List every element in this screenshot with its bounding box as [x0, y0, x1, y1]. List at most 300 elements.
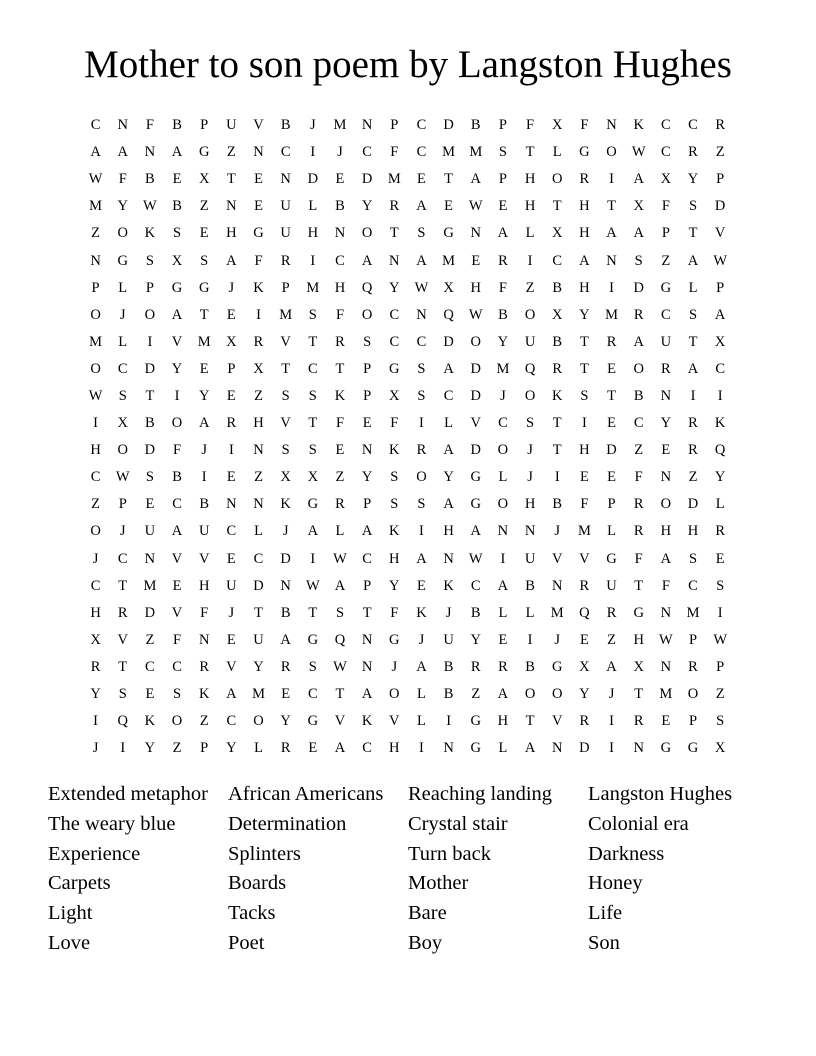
grid-row	[82, 247, 734, 274]
grid-letter: F	[335, 415, 345, 432]
grid-letter: P	[281, 279, 290, 296]
grid-row	[82, 356, 734, 383]
grid-letter: A	[714, 306, 726, 323]
grid-row	[82, 518, 734, 545]
grid-letter: G	[307, 631, 319, 648]
grid-letter: H	[389, 550, 400, 567]
grid-letter: A	[226, 252, 237, 269]
grid-letter: Y	[280, 713, 291, 730]
grid-letter: A	[361, 523, 373, 540]
grid-letter: H	[524, 171, 536, 188]
grid-letter: N	[551, 740, 563, 757]
grid-letter: J	[554, 523, 561, 540]
grid-letter: I	[256, 306, 261, 323]
grid-letter: J	[228, 279, 235, 296]
grid-letter: S	[335, 604, 345, 621]
grid-letter: H	[90, 442, 101, 459]
grid-letter: P	[227, 360, 236, 377]
grid-letter: E	[579, 469, 589, 486]
grid-letter: T	[607, 387, 616, 404]
grid-letter: E	[417, 577, 426, 594]
grid-letter: N	[144, 144, 156, 161]
grid-letter: R	[715, 523, 725, 540]
grid-letter: L	[254, 523, 263, 540]
grid-letter: P	[145, 279, 154, 296]
grid-letter: T	[634, 686, 644, 703]
grid-letter: I	[174, 387, 180, 404]
grid-letter: R	[688, 144, 698, 161]
grid-letter: S	[145, 469, 154, 486]
grid-letter: K	[443, 577, 454, 594]
grid-letter: R	[498, 252, 508, 269]
word-list-item: Determination	[228, 812, 347, 835]
grid-letter: O	[117, 225, 128, 242]
grid-letter: E	[579, 631, 589, 648]
grid-letter: W	[333, 658, 347, 675]
word-list-item: Boy	[408, 931, 443, 954]
grid-row	[82, 708, 734, 735]
grid-letter: X	[551, 306, 563, 323]
grid-letter: N	[280, 171, 291, 188]
grid-letter: T	[308, 333, 318, 350]
grid-letter: E	[254, 198, 263, 215]
grid-letter: B	[443, 658, 454, 675]
grid-letter: P	[716, 279, 725, 296]
grid-letter: R	[280, 740, 291, 757]
grid-letter: E	[172, 171, 182, 188]
grid-letter: G	[470, 469, 481, 486]
grid-letter: I	[717, 604, 723, 621]
word-list-item: Mother	[408, 872, 469, 895]
grid-letter: T	[145, 387, 155, 404]
grid-letter: V	[551, 550, 563, 567]
word-list-item: Poet	[228, 931, 265, 954]
grid-letter: N	[334, 225, 346, 242]
grid-letter: O	[90, 360, 101, 377]
grid-letter: G	[660, 740, 672, 757]
grid-letter: Z	[145, 631, 155, 648]
grid-letter: P	[498, 171, 507, 188]
grid-letter: V	[171, 604, 183, 621]
grid-letter: H	[334, 279, 346, 296]
grid-letter: I	[609, 740, 614, 757]
grid-letter: E	[471, 252, 481, 269]
grid-letter: U	[660, 333, 672, 350]
grid-letter: I	[609, 171, 614, 188]
grid-letter: J	[119, 523, 126, 540]
grid-letter: M	[279, 306, 293, 323]
grid-letter: T	[552, 198, 562, 215]
grid-letter: U	[280, 198, 291, 215]
grid-letter: L	[607, 523, 616, 540]
grid-letter: L	[444, 415, 454, 432]
grid-letter: T	[552, 442, 562, 459]
grid-letter: I	[500, 550, 506, 567]
grid-letter: M	[659, 686, 673, 703]
grid-letter: U	[226, 577, 237, 594]
grid-letter: D	[307, 171, 319, 188]
grid-letter: V	[253, 117, 264, 134]
grid-letter: E	[226, 469, 236, 486]
grid-letter: W	[659, 631, 673, 648]
grid-letter: N	[144, 550, 156, 567]
grid-letter: H	[497, 713, 509, 730]
grid-letter: Z	[199, 713, 209, 730]
grid-letter: C	[362, 144, 372, 161]
grid-letter: I	[419, 415, 424, 432]
grid-letter: A	[171, 523, 183, 540]
grid-letter: V	[714, 225, 726, 242]
grid-letter: N	[443, 550, 454, 567]
grid-letter: N	[660, 604, 672, 621]
grid-letter: B	[145, 171, 155, 188]
grid-letter: A	[633, 171, 644, 188]
grid-letter: L	[525, 604, 535, 621]
grid-letter: M	[252, 686, 265, 703]
grid-letter: S	[498, 144, 507, 161]
grid-letter: N	[117, 117, 128, 134]
grid-letter: N	[253, 496, 264, 513]
grid-letter: H	[579, 225, 590, 242]
grid-letter: H	[579, 198, 590, 215]
grid-letter: A	[470, 523, 481, 540]
grid-letter: U	[524, 333, 536, 350]
grid-letter: Y	[579, 686, 590, 703]
grid-letter: Y	[389, 577, 400, 594]
grid-letter: S	[634, 252, 643, 269]
grid-letter: H	[470, 279, 481, 296]
grid-letter: Y	[714, 469, 726, 486]
grid-letter: F	[580, 496, 589, 513]
grid-letter: U	[280, 225, 291, 242]
grid-letter: C	[443, 387, 454, 404]
grid-letter: Z	[91, 225, 100, 242]
grid-letter: E	[226, 306, 236, 323]
grid-letter: M	[89, 198, 103, 215]
grid-letter: T	[634, 577, 644, 594]
word-list-item: Life	[588, 902, 623, 925]
grid-letter: T	[281, 360, 291, 377]
grid-letter: C	[688, 117, 698, 134]
grid-letter: W	[713, 252, 728, 269]
grid-letter: Z	[661, 252, 671, 269]
grid-row	[82, 166, 734, 193]
grid-letter: O	[470, 333, 481, 350]
grid-letter: F	[390, 415, 399, 432]
grid-row	[82, 546, 734, 573]
grid-letter: G	[307, 496, 319, 513]
grid-letter: A	[579, 252, 590, 269]
word-list-item: Splinters	[228, 842, 301, 865]
grid-letter: J	[119, 306, 126, 323]
grid-letter: F	[173, 631, 182, 648]
grid-letter: M	[442, 144, 456, 161]
grid-letter: S	[417, 387, 426, 404]
grid-letter: J	[391, 658, 398, 675]
grid-letter: A	[90, 144, 101, 161]
grid-letter: N	[606, 252, 617, 269]
grid-letter: A	[606, 658, 617, 675]
grid-letter: C	[362, 740, 372, 757]
grid-letter: P	[607, 496, 616, 513]
grid-letter: L	[417, 713, 426, 730]
grid-letter: T	[444, 171, 454, 188]
grid-letter: I	[527, 252, 533, 269]
grid-letter: Q	[443, 306, 454, 323]
grid-letter: N	[633, 740, 644, 757]
grid-letter: A	[687, 252, 699, 269]
grid-letter: B	[525, 577, 535, 594]
grid-letter: D	[470, 360, 481, 377]
grid-letter: S	[145, 252, 154, 269]
grid-letter: E	[199, 360, 209, 377]
grid-letter: M	[89, 333, 103, 350]
grid-letter: B	[172, 198, 182, 215]
grid-letter: E	[607, 469, 616, 486]
grid-letter: E	[254, 171, 263, 188]
grid-letter: E	[281, 686, 291, 703]
grid-letter: T	[607, 198, 616, 215]
grid-letter: X	[551, 117, 563, 134]
grid-letter: V	[551, 713, 563, 730]
grid-letter: Z	[715, 686, 725, 703]
grid-letter: O	[361, 306, 373, 323]
grid-letter: I	[93, 415, 98, 432]
grid-letter: N	[226, 496, 237, 513]
grid-letter: G	[171, 279, 183, 296]
grid-letter: O	[497, 496, 509, 513]
grid-letter: V	[198, 550, 210, 567]
grid-letter: D	[633, 279, 644, 296]
grid-letter: C	[117, 550, 128, 567]
grid-letter: Z	[525, 279, 535, 296]
grid-letter: L	[715, 496, 725, 513]
grid-letter: D	[443, 333, 454, 350]
grid-letter: R	[688, 442, 698, 459]
page-title: Mother to son poem by Langston Hughes	[84, 43, 732, 86]
grid-letter: C	[90, 117, 101, 134]
grid-letter: A	[687, 360, 699, 377]
grid-letter: Y	[226, 740, 237, 757]
grid-letter: O	[389, 686, 400, 703]
grid-letter: N	[443, 740, 454, 757]
grid-letter: G	[253, 225, 264, 242]
grid-letter: G	[687, 740, 699, 757]
grid-letter: T	[389, 225, 399, 242]
grid-letter: E	[498, 198, 508, 215]
grid-letter: S	[308, 387, 317, 404]
grid-letter: S	[417, 225, 426, 242]
grid-letter: E	[335, 442, 345, 459]
grid-letter: W	[115, 469, 130, 486]
grid-letter: K	[253, 279, 264, 296]
grid-row	[82, 193, 734, 220]
grid-letter: X	[171, 252, 183, 269]
grid-letter: U	[226, 117, 237, 134]
word-list-item: Light	[48, 902, 93, 925]
grid-letter: L	[552, 144, 562, 161]
grid-letter: S	[308, 306, 317, 323]
grid-letter: D	[606, 442, 617, 459]
grid-letter: N	[226, 198, 237, 215]
grid-letter: A	[198, 415, 210, 432]
grid-letter: N	[660, 658, 672, 675]
grid-letter: K	[144, 713, 156, 730]
grid-letter: G	[470, 496, 481, 513]
grid-letter: X	[714, 740, 726, 757]
grid-letter: G	[470, 713, 481, 730]
grid-letter: X	[660, 171, 672, 188]
grid-letter: N	[551, 577, 563, 594]
grid-letter: R	[226, 415, 237, 432]
grid-letter: R	[335, 496, 345, 513]
grid-letter: X	[633, 658, 644, 675]
grid-letter: S	[281, 442, 290, 459]
grid-letter: V	[226, 658, 237, 675]
grid-letter: P	[200, 740, 209, 757]
grid-letter: N	[361, 117, 373, 134]
grid-letter: Z	[688, 469, 698, 486]
grid-letter: J	[527, 442, 533, 459]
grid-letter: J	[92, 550, 99, 567]
grid-letter: C	[416, 117, 427, 134]
grid-letter: O	[551, 171, 563, 188]
grid-letter: R	[633, 523, 644, 540]
word-list-item: Experience	[48, 842, 141, 865]
word-list-item: Carpets	[48, 872, 111, 895]
grid-letter: O	[171, 713, 183, 730]
grid-letter: Z	[199, 198, 209, 215]
grid-letter: Z	[715, 144, 725, 161]
grid-letter: G	[443, 225, 454, 242]
grid-letter: X	[633, 198, 644, 215]
grid-letter: C	[715, 360, 725, 377]
grid-letter: H	[307, 225, 319, 242]
grid-letter: K	[551, 387, 563, 404]
grid-letter: O	[171, 415, 183, 432]
grid-letter: F	[634, 469, 643, 486]
grid-letter: A	[633, 225, 644, 242]
grid-letter: S	[417, 360, 426, 377]
grid-letter: F	[118, 171, 127, 188]
grid-letter: J	[445, 604, 452, 621]
grid-letter: S	[118, 686, 127, 703]
grid-row	[82, 302, 734, 329]
grid-letter: M	[197, 333, 211, 350]
word-list-item: Turn back	[408, 842, 491, 865]
grid-letter: Z	[634, 442, 644, 459]
grid-letter: A	[334, 740, 346, 757]
grid-letter: D	[579, 740, 590, 757]
grid-letter: S	[417, 496, 426, 513]
grid-letter: M	[550, 604, 564, 621]
grid-letter: O	[606, 144, 617, 161]
grid-letter: Y	[579, 306, 590, 323]
grid-letter: P	[390, 117, 399, 134]
grid-letter: H	[253, 415, 264, 432]
grid-letter: S	[688, 198, 698, 215]
grid-letter: I	[609, 279, 614, 296]
grid-letter: Z	[254, 469, 263, 486]
grid-letter: P	[688, 631, 698, 648]
word-list-item: Honey	[588, 872, 643, 895]
grid-letter: B	[633, 387, 644, 404]
grid-letter: N	[253, 442, 264, 459]
grid-letter: T	[226, 171, 236, 188]
grid-row	[82, 383, 734, 410]
grid-letter: R	[389, 198, 400, 215]
word-list-item: Colonial era	[588, 812, 689, 835]
grid-letter: Z	[254, 387, 263, 404]
grid-letter: G	[606, 550, 617, 567]
grid-letter: H	[579, 279, 590, 296]
grid-letter: A	[416, 252, 427, 269]
grid-letter: C	[362, 550, 372, 567]
grid-letter: K	[389, 523, 400, 540]
grid-letter: H	[633, 631, 644, 648]
grid-row	[82, 735, 734, 762]
grid-letter: M	[605, 306, 618, 323]
grid-letter: T	[199, 306, 209, 323]
grid-letter: N	[198, 631, 210, 648]
grid-letter: D	[144, 442, 156, 459]
grid-letter: O	[660, 496, 672, 513]
grid-letter: R	[715, 117, 725, 134]
grid-letter: B	[172, 117, 182, 134]
grid-letter: R	[199, 658, 210, 675]
grid-letter: C	[661, 144, 671, 161]
grid-letter: H	[579, 442, 590, 459]
grid-letter: F	[335, 306, 345, 323]
grid-letter: S	[173, 686, 182, 703]
grid-letter: R	[633, 713, 644, 730]
grid-letter: X	[307, 469, 319, 486]
grid-letter: Q	[579, 604, 590, 621]
grid-letter: Y	[497, 333, 509, 350]
grid-letter: V	[334, 713, 346, 730]
grid-letter: B	[443, 686, 454, 703]
grid-letter: J	[337, 144, 343, 161]
grid-letter: L	[417, 686, 426, 703]
grid-row	[82, 139, 734, 166]
grid-letter: F	[390, 144, 399, 161]
grid-letter: R	[579, 713, 590, 730]
grid-letter: A	[497, 577, 509, 594]
grid-letter: C	[389, 333, 400, 350]
grid-letter: I	[419, 740, 424, 757]
grid-letter: H	[226, 225, 237, 242]
grid-letter: C	[226, 713, 237, 730]
grid-letter: K	[334, 387, 346, 404]
grid-letter: J	[554, 631, 561, 648]
grid-letter: E	[417, 171, 426, 188]
grid-letter: C	[552, 252, 563, 269]
grid-letter: Y	[117, 198, 128, 215]
grid-letter: M	[496, 360, 510, 377]
grid-letter: W	[713, 631, 728, 648]
grid-letter: R	[552, 360, 563, 377]
grid-letter: B	[552, 279, 563, 296]
grid-letter: J	[527, 469, 533, 486]
grid-letter: T	[308, 604, 318, 621]
grid-letter: A	[361, 252, 373, 269]
grid-letter: I	[120, 740, 126, 757]
grid-letter: E	[607, 415, 616, 432]
word-list-item: Bare	[408, 902, 447, 925]
grid-letter: E	[715, 550, 725, 567]
grid-letter: E	[308, 740, 318, 757]
grid-letter: Z	[471, 686, 481, 703]
